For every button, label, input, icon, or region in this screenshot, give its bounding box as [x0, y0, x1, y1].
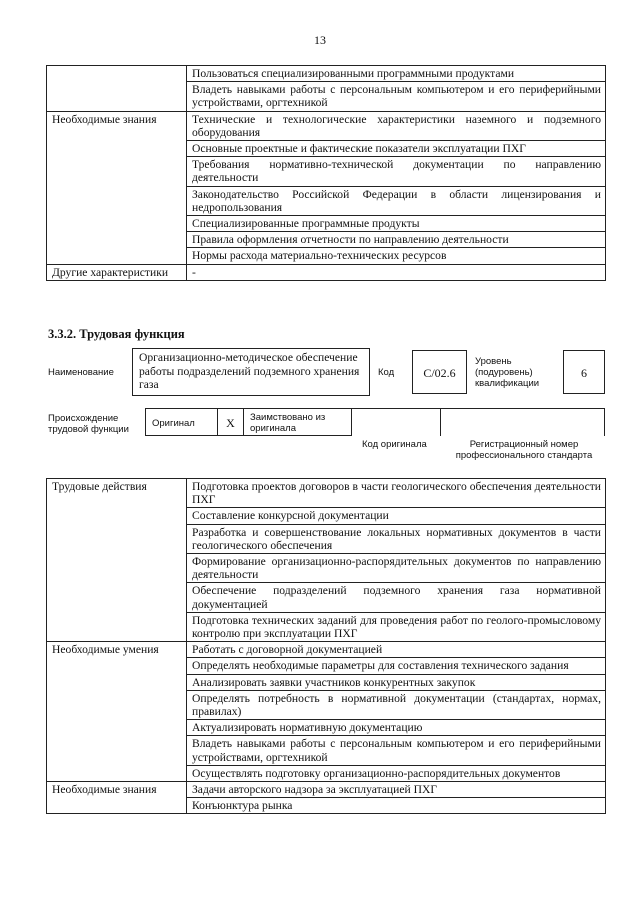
table-row [47, 479, 606, 508]
row-label: Необходимые умения [47, 642, 187, 782]
qualification-level-field: 6 [563, 350, 605, 394]
reg-number-cell [441, 408, 605, 436]
code-original-cell [351, 408, 441, 436]
row-value: Разработка и совершенствование локальных нормативных документов в части геологического обеспечения [187, 524, 606, 553]
row-label: Трудовые действия [47, 479, 187, 642]
borrowed-cell: Заимствовано из оригинала [243, 408, 351, 436]
row-value: Подготовка технических заданий для проведения работ по геолого-промысловому контролю при эксплуатации ПХГ [187, 612, 606, 641]
section-heading: 3.3.2. Трудовая функция [48, 327, 185, 341]
table-row [47, 66, 606, 82]
original-cell: Оригинал [145, 408, 217, 436]
function-name-field: Организационно-методическое обеспечение работы подразделений подземного хранения газа [132, 348, 370, 396]
row-value: Анализировать заявки участников конкурентных закупок [187, 674, 606, 690]
row-value: - [187, 264, 606, 280]
origin-label: Происхождение трудовой функции [48, 413, 129, 435]
row-value: Специализированные программные продукты [187, 216, 606, 232]
row-label: Необходимые знания [47, 111, 187, 264]
table-row [47, 642, 606, 658]
row-value: Законодательство Российской Федерации в области лицензирования и недропользования [187, 186, 606, 215]
row-value: Определять потребность в нормативной документации (стандартах, нормах, правилах) [187, 690, 606, 719]
row-label [47, 66, 187, 112]
row-value: Владеть навыками работы с персональным компьютером и его периферийными устройствами, оргтехникой [187, 82, 606, 111]
row-value: Требования нормативно-технической документации по направлению деятельности [187, 157, 606, 186]
code-original-caption: Код оригинала [362, 439, 427, 450]
row-value: Формирование организационно-распорядительных документов по направлению деятельности [187, 554, 606, 583]
row-label: Другие характеристики [47, 264, 187, 280]
row-value: Актуализировать нормативную документацию [187, 720, 606, 736]
table-row [47, 264, 606, 280]
reg-number-caption: Регистрационный номер профессионального стандарта [455, 439, 593, 461]
row-value: Владеть навыками работы с персональным компьютером и его периферийными устройствами, оргтехникой [187, 736, 606, 765]
page-number: 13 [314, 33, 326, 47]
row-value: Подготовка проектов договоров в части геологического обеспечения деятельности ПХГ [187, 479, 606, 508]
row-value: Технические и технологические характеристики наземного и подземного оборудования [187, 111, 606, 140]
labor-function-table [46, 478, 606, 814]
row-value: Осуществлять подготовку организационно-распорядительных документов [187, 765, 606, 781]
requirements-table-continued [46, 65, 606, 281]
row-value: Нормы расхода материально-технических ресурсов [187, 248, 606, 264]
row-value: Составление конкурсной документации [187, 508, 606, 524]
row-value: Пользоваться специализированными программными продуктами [187, 66, 606, 82]
original-mark-cell: X [217, 408, 243, 436]
row-value: Работать с договорной документацией [187, 642, 606, 658]
row-value: Конъюнктура рынка [187, 798, 606, 814]
function-code-field: С/02.6 [412, 350, 467, 394]
row-value: Обеспечение подразделений подземного хранения газа нормативной документацией [187, 583, 606, 612]
qualification-level-label: Уровень (подуровень) квалификации [475, 356, 540, 389]
row-value: Правила оформления отчетности по направлению деятельности [187, 232, 606, 248]
table-row [47, 782, 606, 798]
name-label: Наименование [48, 367, 114, 378]
row-value: Основные проектные и фактические показатели эксплуатации ПХГ [187, 141, 606, 157]
code-label: Код [378, 367, 395, 378]
row-value: Определять необходимые параметры для составления технического задания [187, 658, 606, 674]
origin-cells [145, 408, 605, 436]
table-row [47, 111, 606, 140]
row-value: Задачи авторского надзора за эксплуатацией ПХГ [187, 782, 606, 798]
row-label: Необходимые знания [47, 782, 187, 814]
